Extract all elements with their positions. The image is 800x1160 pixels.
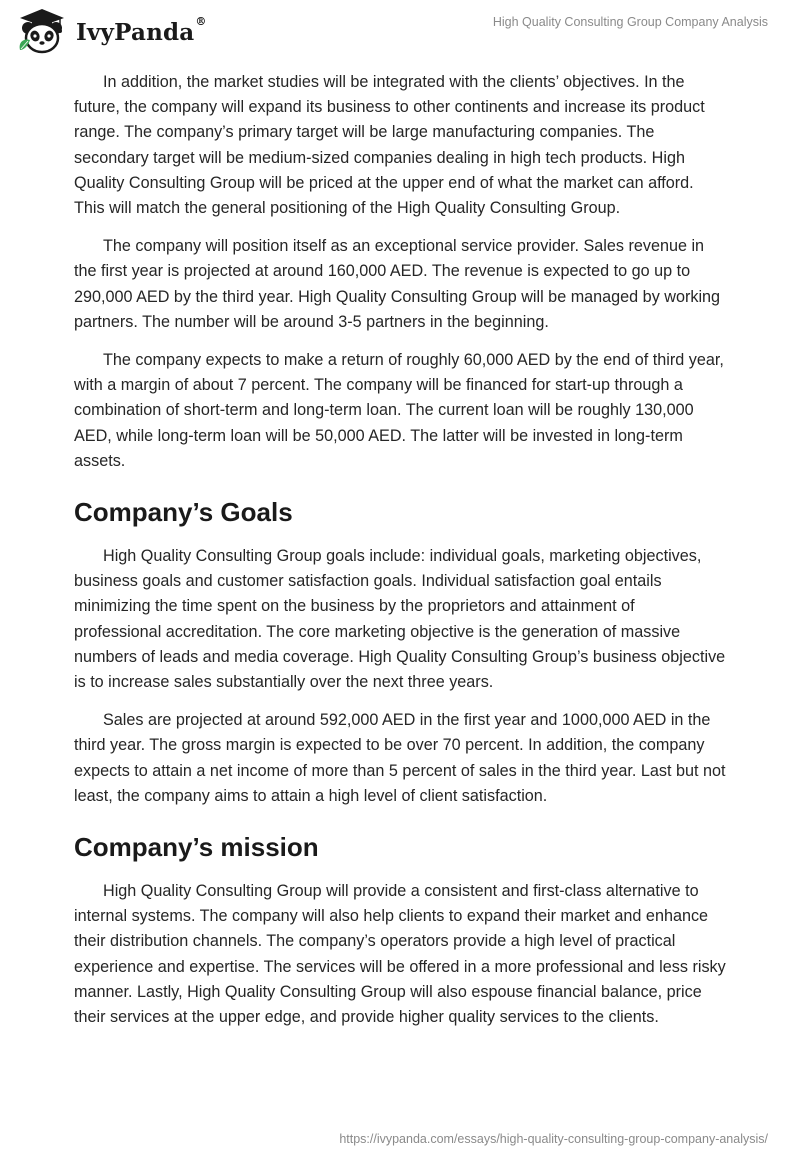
- paragraph: Sales are projected at around 592,000 AED in the first year and 1000,000 AED in the third year. The gross margin is expected to be over 70 percent. In addition, the company expects to attain a net income of more than 5 percent of sales in the third year. Last but not least, the company aims to attain a high level of client satisfaction.: [74, 711, 726, 805]
- registered-mark: ®: [195, 14, 207, 28]
- paragraph: In addition, the market studies will be integrated with the clients’ objectives. In the future, the company will expand its business to other continents and increase its product range. The company’s primary target will be large manufacturing companies. The secondary target will be medium-sized companies dealing in high tech products. High Quality Consulting Group will be priced at the upper end of what the market can afford. This will match the general positioning of the High Quality Consulting Group.: [74, 73, 705, 218]
- paragraph: The company expects to make a return of roughly 60,000 AED by the end of third year, with a margin of about 7 percent. The company will be financed for start-up through a combination of short-term and long-term loan. The current loan will be roughly 130,000 AED, while long-term loan will be 50,000 AED. The latter will be invested in long-term assets.: [74, 351, 724, 470]
- essay-content: [74, 70, 726, 1043]
- document-title: High Quality Consulting Group Company Analysis: [492, 15, 768, 29]
- page-header: [0, 0, 800, 64]
- paragraph: The company will position itself as an exceptional service provider. Sales revenue in the first year is projected at around 160,000 AED. The revenue is expected to go up to 290,000 AED by the third year. High Quality Consulting Group will be managed by working partners. The number will be around 3-5 partners in the beginning.: [74, 237, 721, 331]
- ivypanda-logo[interactable]: [14, 6, 207, 58]
- logo-text: IvyPanda®: [76, 14, 207, 46]
- section-heading-mission: Company’s mission: [74, 832, 319, 863]
- section-heading-goals: Company’s Goals: [74, 497, 293, 528]
- paragraph: High Quality Consulting Group goals include: individual goals, marketing objectives, business goals and customer satisfaction goals. Individual satisfaction goal entails minimizing the time spent on the business by the proprietors and attainment of professional accreditation. The core marketing objective is the generation of massive numbers of leads and media coverage. High Quality Consulting Group’s business objective is to increase sales substantially over the next three years.: [74, 547, 726, 692]
- paragraph: High Quality Consulting Group will provide a consistent and first-class alternative to internal systems. The company will also help clients to expand their market and enhance their distribution channels. The company’s operators provide a high level of practical experience and expertise. The services will be offered in a more professional and less risky manner. Lastly, High Quality Consulting Group will also espouse financial balance, price their services at the upper edge, and provide higher quality services to the clients.: [74, 882, 726, 1027]
- panda-graduate-icon: [14, 6, 70, 58]
- source-url[interactable]: https://ivypanda.com/essays/high-quality-consulting-group-company-analysis/: [339, 1132, 768, 1146]
